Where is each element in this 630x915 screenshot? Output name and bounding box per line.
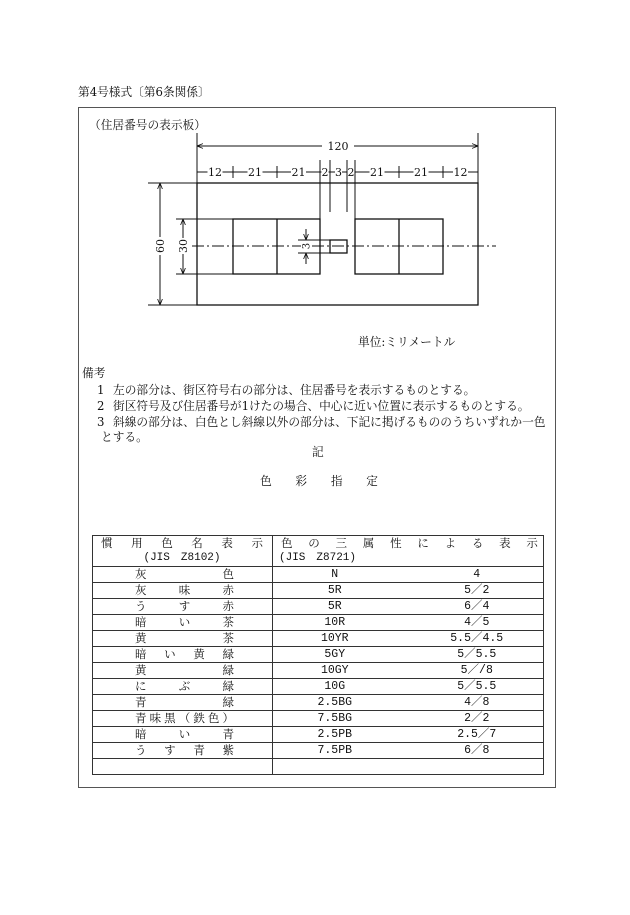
glyph: 暗 <box>135 615 147 629</box>
glyph: 青 <box>193 743 205 757</box>
hue: 10R <box>273 615 397 631</box>
glyph: に <box>135 679 147 693</box>
color-name <box>135 567 234 582</box>
header-color-attributes-standard: (JIS Z8721) <box>279 552 357 564</box>
table-header-row <box>93 536 544 567</box>
section-title <box>260 474 378 488</box>
glyph: い <box>164 647 176 661</box>
glyph: 暗 <box>135 647 147 661</box>
glyph: 色 <box>260 474 272 488</box>
glyph: 青 <box>135 695 147 709</box>
remark-text: 左の部分は、街区符号右の部分は、住居番号を表示するものとする。 <box>113 383 476 397</box>
glyph: よ <box>444 536 457 550</box>
glyph: 示 <box>526 536 538 550</box>
mark-height-label: 3 <box>301 242 313 250</box>
overall-width-label: 120 <box>327 140 349 153</box>
glyph: 灰 <box>135 567 147 581</box>
color-name <box>135 711 234 726</box>
glyph: 用 <box>131 536 143 550</box>
header-common-color-name-standard: (JIS Z8102) <box>143 552 221 564</box>
glyph: 指 <box>330 474 343 488</box>
color-name <box>135 599 234 614</box>
segment-label: 21 <box>248 166 262 179</box>
table-row <box>93 679 544 695</box>
glyph: う <box>135 743 147 757</box>
value-chroma: 4／8 <box>397 695 544 711</box>
glyph: 黄 <box>135 631 147 645</box>
hue: 2.5BG <box>273 695 397 711</box>
hue: 10GY <box>273 663 397 679</box>
remark-number: 2 <box>97 399 105 413</box>
glyph: い <box>178 615 191 629</box>
table-row <box>93 567 544 583</box>
remarks-heading: 備考 <box>82 366 106 380</box>
color-name <box>135 631 234 646</box>
glyph: 黄 <box>135 663 147 677</box>
header-common-color-name <box>93 536 273 567</box>
glyph: に <box>417 536 429 550</box>
glyph: す <box>178 599 191 613</box>
hue: 7.5BG <box>273 711 397 727</box>
glyph: 青 <box>135 711 147 725</box>
form-title: 第4号様式〔第6条関係〕 <box>78 85 210 99</box>
color-name-cell <box>93 727 273 743</box>
table-row-empty <box>93 759 544 775</box>
value-chroma: 4／5 <box>397 615 544 631</box>
glyph: う <box>135 599 147 613</box>
glyph: 赤 <box>222 583 234 597</box>
table-row <box>93 583 544 599</box>
glyph: 黒 <box>164 711 176 725</box>
color-name-cell <box>93 663 273 679</box>
glyph: 茶 <box>222 615 234 629</box>
glyph: す <box>164 743 176 757</box>
hue: 5R <box>273 599 397 615</box>
value-chroma: 6／8 <box>397 743 544 759</box>
glyph: 性 <box>390 536 402 550</box>
hue: 10YR <box>273 631 397 647</box>
center-mark <box>330 240 347 253</box>
glyph: る <box>471 536 484 550</box>
table-row <box>93 695 544 711</box>
color-name <box>135 583 234 598</box>
remark-number: 1 <box>97 383 105 397</box>
glyph: 色 <box>207 711 220 725</box>
value-chroma: 6／4 <box>397 599 544 615</box>
figure-caption: （住居番号の表示板） <box>89 118 206 132</box>
glyph: の <box>308 536 320 550</box>
segment-label: 21 <box>370 166 384 179</box>
glyph: 緑 <box>222 679 234 693</box>
overall-height-label: 60 <box>154 239 167 253</box>
glyph: 色 <box>222 567 234 581</box>
glyph: 色 <box>161 536 173 550</box>
table-row <box>93 615 544 631</box>
header-color-attributes <box>273 536 544 567</box>
glyph: 灰 <box>135 583 147 597</box>
value-chroma: 4 <box>397 567 544 583</box>
glyph: 暗 <box>135 727 147 741</box>
color-name-cell <box>93 567 273 583</box>
color-name-cell <box>93 631 273 647</box>
header-color-attributes-label <box>281 536 538 551</box>
glyph: 定 <box>366 474 378 488</box>
segment-label: 12 <box>208 166 222 179</box>
segment-label: 21 <box>414 166 428 179</box>
glyph: （ <box>178 711 191 725</box>
plate-drawing <box>140 128 510 318</box>
unit-note: 単位:ミリメートル <box>358 335 456 349</box>
color-name <box>135 615 234 630</box>
color-name <box>135 679 234 694</box>
glyph: 緑 <box>222 647 234 661</box>
glyph: 鉄 <box>193 711 205 725</box>
table-row <box>93 743 544 759</box>
glyph: 彩 <box>295 474 308 488</box>
color-name <box>135 743 234 758</box>
color-name <box>135 647 234 662</box>
segment-label: 21 <box>291 166 306 179</box>
color-name <box>135 727 234 742</box>
color-name-cell <box>93 759 273 775</box>
hue <box>273 759 397 775</box>
glyph: い <box>178 727 191 741</box>
color-name-cell <box>93 711 273 727</box>
color-specification-table <box>92 535 544 775</box>
table-row <box>93 599 544 615</box>
glyph: ） <box>222 711 234 725</box>
glyph: 三 <box>335 536 348 550</box>
segment-label: 12 <box>453 166 468 179</box>
table-row <box>93 647 544 663</box>
glyph: ぶ <box>178 679 191 693</box>
glyph: 属 <box>362 536 375 550</box>
segment-label: 2 <box>347 166 355 179</box>
glyph: 味 <box>149 711 162 725</box>
color-name-cell <box>93 647 273 663</box>
inner-height-label: 30 <box>177 239 190 253</box>
remark-text-continuation: とする。 <box>101 430 148 444</box>
glyph: 緑 <box>222 695 234 709</box>
value-chroma: 5／2 <box>397 583 544 599</box>
glyph: 青 <box>222 727 234 741</box>
color-name-cell <box>93 679 273 695</box>
plate-border <box>197 183 478 305</box>
color-name <box>135 695 234 710</box>
note-mark: 記 <box>312 445 324 459</box>
glyph: 表 <box>499 536 511 550</box>
table-row <box>93 711 544 727</box>
remark-text: 斜線の部分は、白色とし斜線以外の部分は、下記に掲げるもののうちいずれか一色 <box>113 415 546 429</box>
hue: 10G <box>273 679 397 695</box>
glyph: 色 <box>281 536 293 550</box>
hue: 7.5PB <box>273 743 397 759</box>
remark-number: 3 <box>97 415 105 429</box>
glyph: 紫 <box>222 743 234 757</box>
segment-label: 3 <box>335 166 342 179</box>
hue: 5R <box>273 583 397 599</box>
glyph: 赤 <box>222 599 234 613</box>
glyph: 緑 <box>222 663 234 677</box>
glyph: 味 <box>178 583 191 597</box>
table-row <box>93 631 544 647</box>
plate-outline <box>197 183 478 305</box>
remark-text: 街区符号及び住居番号が1けたの場合、中心に近い位置に表示するものとする。 <box>113 399 530 413</box>
value-chroma <box>397 759 544 775</box>
glyph: 慣 <box>101 536 113 550</box>
header-common-color-name-label <box>101 536 263 551</box>
glyph: 茶 <box>222 631 234 645</box>
segment-label: 2 <box>321 166 329 179</box>
value-chroma: 5／5.5 <box>397 647 544 663</box>
color-name-cell <box>93 743 273 759</box>
value-chroma: 2／2 <box>397 711 544 727</box>
color-name <box>135 663 234 678</box>
value-chroma: 2.5／7 <box>397 727 544 743</box>
hue: N <box>273 567 397 583</box>
value-chroma: 5／/8 <box>397 663 544 679</box>
color-name-cell <box>93 599 273 615</box>
color-name-cell <box>93 583 273 599</box>
glyph: 名 <box>191 536 203 550</box>
table-row <box>93 727 544 743</box>
hue: 5GY <box>273 647 397 663</box>
value-chroma: 5／5.5 <box>397 679 544 695</box>
glyph: 示 <box>251 536 263 550</box>
hue: 2.5PB <box>273 727 397 743</box>
color-name-cell <box>93 695 273 711</box>
color-name-cell <box>93 615 273 631</box>
glyph: 表 <box>221 536 233 550</box>
table-row <box>93 663 544 679</box>
value-chroma: 5.5／4.5 <box>397 631 544 647</box>
glyph: 黄 <box>193 647 205 661</box>
